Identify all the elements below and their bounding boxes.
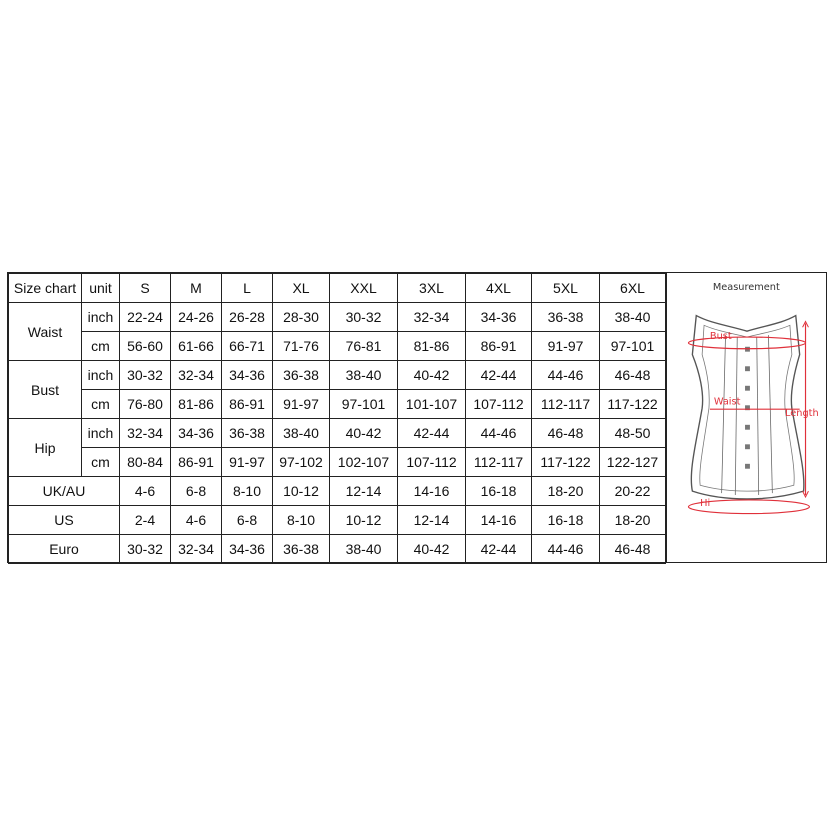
header-cell: 5XL	[532, 274, 600, 303]
size-value-cell: 44-46	[466, 419, 532, 448]
size-value-cell: 34-36	[466, 303, 532, 332]
size-value-cell: 36-38	[532, 303, 600, 332]
waist-label: Waist	[713, 396, 741, 408]
size-value-cell: 6-8	[171, 477, 222, 506]
size-value-cell: 102-107	[330, 448, 398, 477]
size-value-cell: 32-34	[120, 419, 171, 448]
size-value-cell: 14-16	[466, 506, 532, 535]
size-value-cell: 2-4	[120, 506, 171, 535]
measurement-title: Measurement	[712, 282, 780, 294]
unit-cell: cm	[82, 448, 120, 477]
size-value-cell: 36-38	[222, 419, 273, 448]
boning-line	[722, 335, 726, 493]
size-value-cell: 20-22	[600, 477, 666, 506]
header-cell: L	[222, 274, 273, 303]
size-value-cell: 8-10	[273, 506, 330, 535]
table-row	[9, 419, 666, 448]
size-value-cell: 10-12	[330, 506, 398, 535]
size-value-cell: 24-26	[171, 303, 222, 332]
boning-line	[768, 335, 772, 493]
size-value-cell: 91-97	[222, 448, 273, 477]
size-value-cell: 10-12	[273, 477, 330, 506]
header-cell: XL	[273, 274, 330, 303]
size-value-cell: 97-102	[273, 448, 330, 477]
size-value-cell: 86-91	[171, 448, 222, 477]
table-row	[9, 332, 666, 361]
table-row	[9, 506, 666, 535]
size-value-cell: 117-122	[532, 448, 600, 477]
size-value-cell: 4-6	[120, 477, 171, 506]
size-value-cell: 117-122	[600, 390, 666, 419]
size-value-cell: 34-36	[222, 535, 273, 564]
table-row	[9, 535, 666, 564]
size-value-cell: 46-48	[532, 419, 600, 448]
size-value-cell: 40-42	[330, 419, 398, 448]
size-value-cell: 30-32	[330, 303, 398, 332]
size-value-cell: 112-117	[466, 448, 532, 477]
bust-label: Bust	[709, 330, 732, 342]
size-value-cell: 42-44	[466, 361, 532, 390]
size-value-cell: 46-48	[600, 535, 666, 564]
unit-cell: inch	[82, 303, 120, 332]
size-value-cell: 26-28	[222, 303, 273, 332]
size-value-cell: 46-48	[600, 361, 666, 390]
measurement-label: Hip	[9, 419, 82, 477]
size-value-cell: 32-34	[171, 361, 222, 390]
size-value-cell: 34-36	[222, 361, 273, 390]
size-value-cell: 61-66	[171, 332, 222, 361]
size-value-cell: 6-8	[222, 506, 273, 535]
size-value-cell: 56-60	[120, 332, 171, 361]
conversion-label: US	[9, 506, 120, 535]
size-value-cell: 38-40	[600, 303, 666, 332]
size-value-cell: 42-44	[398, 419, 466, 448]
header-row	[9, 274, 666, 303]
size-value-cell: 32-34	[171, 535, 222, 564]
size-value-cell: 18-20	[600, 506, 666, 535]
conversion-label: Euro	[9, 535, 120, 564]
unit-cell: cm	[82, 390, 120, 419]
size-value-cell: 97-101	[330, 390, 398, 419]
size-value-cell: 48-50	[600, 419, 666, 448]
size-value-cell: 32-34	[398, 303, 466, 332]
size-value-cell: 40-42	[398, 535, 466, 564]
size-value-cell: 28-30	[273, 303, 330, 332]
size-value-cell: 91-97	[273, 390, 330, 419]
size-table	[8, 273, 666, 564]
size-value-cell: 22-24	[120, 303, 171, 332]
size-value-cell: 112-117	[532, 390, 600, 419]
size-value-cell: 97-101	[600, 332, 666, 361]
size-value-cell: 8-10	[222, 477, 273, 506]
size-value-cell: 12-14	[330, 477, 398, 506]
size-value-cell: 71-76	[273, 332, 330, 361]
size-value-cell: 107-112	[398, 448, 466, 477]
header-cell: 6XL	[600, 274, 666, 303]
size-value-cell: 36-38	[273, 361, 330, 390]
unit-cell: inch	[82, 361, 120, 390]
header-cell: XXL	[330, 274, 398, 303]
conversion-label: UK/AU	[9, 477, 120, 506]
header-cell: S	[120, 274, 171, 303]
size-value-cell: 80-84	[120, 448, 171, 477]
size-value-cell: 14-16	[398, 477, 466, 506]
size-value-cell: 81-86	[171, 390, 222, 419]
size-value-cell: 81-86	[398, 332, 466, 361]
size-value-cell: 44-46	[532, 535, 600, 564]
size-value-cell: 91-97	[532, 332, 600, 361]
table-row	[9, 361, 666, 390]
size-value-cell: 36-38	[273, 535, 330, 564]
header-cell: 3XL	[398, 274, 466, 303]
size-value-cell: 38-40	[330, 535, 398, 564]
size-value-cell: 38-40	[273, 419, 330, 448]
header-cell: 4XL	[466, 274, 532, 303]
table-row	[9, 390, 666, 419]
size-value-cell: 18-20	[532, 477, 600, 506]
size-value-cell: 107-112	[466, 390, 532, 419]
size-chart	[7, 272, 827, 563]
table-row	[9, 303, 666, 332]
header-cell: unit	[82, 274, 120, 303]
size-value-cell: 34-36	[171, 419, 222, 448]
measurement-label: Waist	[9, 303, 82, 361]
size-value-cell: 38-40	[330, 361, 398, 390]
size-value-cell: 44-46	[532, 361, 600, 390]
measurement-diagram	[666, 273, 826, 562]
boning-line	[757, 337, 759, 495]
size-value-cell: 16-18	[466, 477, 532, 506]
size-value-cell: 4-6	[171, 506, 222, 535]
hip-label: Hi	[700, 497, 711, 509]
size-value-cell: 76-81	[330, 332, 398, 361]
size-value-cell: 76-80	[120, 390, 171, 419]
size-value-cell: 40-42	[398, 361, 466, 390]
header-cell: M	[171, 274, 222, 303]
length-label: Length	[785, 408, 819, 420]
size-value-cell: 122-127	[600, 448, 666, 477]
size-value-cell: 30-32	[120, 535, 171, 564]
busk-clasps	[745, 347, 750, 469]
size-value-cell: 42-44	[466, 535, 532, 564]
size-value-cell: 86-91	[222, 390, 273, 419]
size-value-cell: 66-71	[222, 332, 273, 361]
size-value-cell: 16-18	[532, 506, 600, 535]
size-value-cell: 30-32	[120, 361, 171, 390]
size-value-cell: 86-91	[466, 332, 532, 361]
size-value-cell: 12-14	[398, 506, 466, 535]
unit-cell: inch	[82, 419, 120, 448]
table-row	[9, 448, 666, 477]
header-cell: Size chart	[9, 274, 82, 303]
table-row	[9, 477, 666, 506]
size-value-cell: 101-107	[398, 390, 466, 419]
corset-illustration	[667, 273, 826, 562]
measurement-label: Bust	[9, 361, 82, 419]
boning-line	[735, 337, 737, 495]
unit-cell: cm	[82, 332, 120, 361]
